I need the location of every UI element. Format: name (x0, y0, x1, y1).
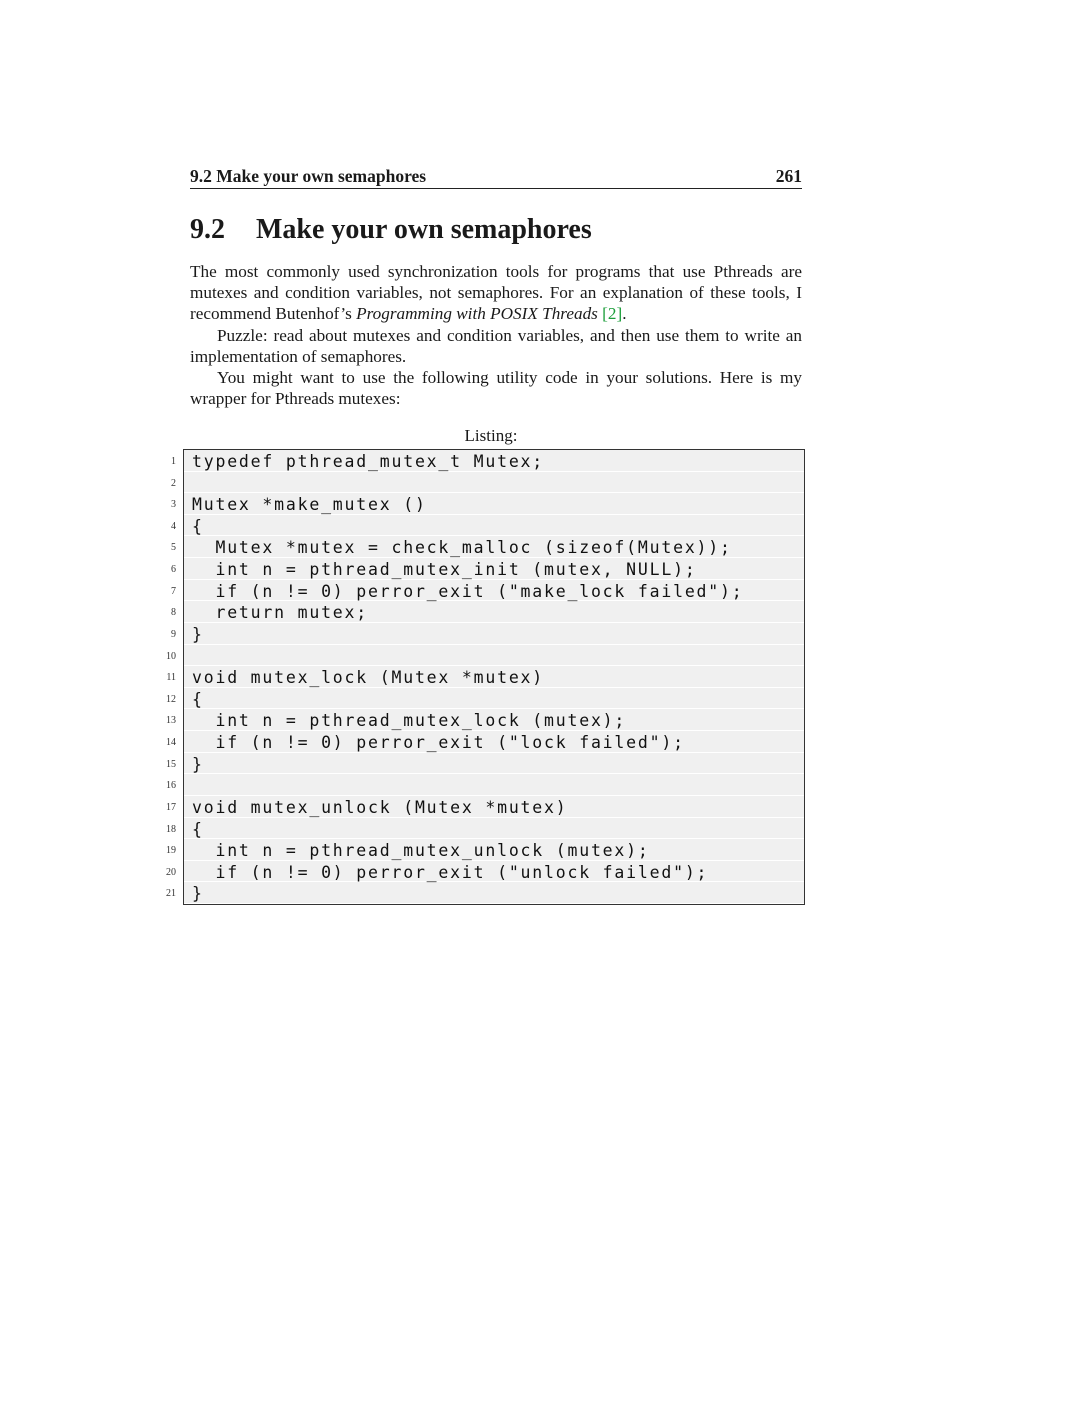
paragraph-3: You might want to use the following utility code in your solutions. Here is my wrapper for Pthreads mutexes: (190, 368, 802, 409)
code-text: if (n != 0) perror_exit ("unlock failed"); (192, 862, 709, 882)
line-number: 7 (171, 585, 176, 597)
line-number: 19 (166, 845, 176, 857)
line-number: 17 (166, 801, 176, 813)
section-title: Make your own semaphores (256, 214, 592, 245)
code-listing (166, 449, 805, 905)
paragraph-1 (190, 261, 802, 325)
code-line (166, 753, 804, 775)
line-number: 16 (166, 780, 176, 792)
code-line (166, 796, 804, 818)
code-text: } (192, 754, 204, 774)
code-line (171, 623, 804, 645)
paragraph-2: Puzzle: read about mutexes and condition variables, and then use them to write an implementation of semaphores. (190, 325, 802, 366)
code-line (171, 515, 804, 537)
code-line (171, 472, 804, 494)
line-number: 18 (166, 823, 176, 835)
paragraph-1-text: The most commonly used synchronization tools for programs that use Pthreads are mutexes and condition variables, not semaphores. For an explanation of these tools, I recommend Butenhof’s (190, 262, 802, 324)
line-number: 1 (171, 456, 176, 467)
code-line (166, 731, 804, 753)
line-number: 5 (171, 542, 176, 554)
line-number: 15 (166, 758, 176, 770)
code-line (166, 774, 804, 796)
line-number: 12 (166, 693, 176, 705)
line-number: 11 (166, 672, 176, 684)
code-text: { (192, 516, 204, 536)
line-number: 9 (171, 628, 176, 640)
line-number: 10 (166, 650, 176, 662)
code-text: typedef pthread_mutex_t Mutex; (192, 452, 545, 471)
code-line (171, 580, 804, 602)
running-head-title: 9.2 Make your own semaphores (190, 166, 427, 186)
code-text: } (192, 624, 204, 644)
code-text: if (n != 0) perror_exit ("lock failed"); (192, 733, 685, 753)
line-number: 21 (166, 888, 176, 900)
code-text: { (192, 819, 204, 839)
code-line (171, 601, 804, 623)
code-text: if (n != 0) perror_exit ("make_lock failed"); (192, 581, 744, 601)
page-number: 261 (775, 166, 802, 186)
line-number: 14 (166, 737, 176, 749)
body-text (190, 261, 802, 409)
code-line (166, 709, 804, 731)
code-text: int n = pthread_mutex_init (mutex, NULL); (192, 560, 697, 580)
code-line (166, 688, 804, 710)
code-text: { (192, 689, 204, 709)
code-line (171, 450, 804, 472)
line-number: 20 (166, 866, 176, 878)
code-line (166, 645, 804, 667)
line-number: 6 (171, 564, 176, 576)
code-line (166, 818, 804, 840)
citation-link[interactable]: [2] (602, 304, 623, 324)
line-number: 8 (171, 607, 176, 619)
code-line (166, 882, 804, 904)
code-line (171, 558, 804, 580)
section-heading (190, 210, 802, 250)
code-line (171, 493, 804, 515)
code-text: int n = pthread_mutex_unlock (mutex); (192, 841, 650, 861)
code-text: } (192, 884, 204, 904)
line-number: 4 (171, 520, 176, 532)
code-line (166, 861, 804, 883)
book-title: Programming with POSIX Threads (356, 304, 598, 324)
code-text: return mutex; (192, 603, 369, 623)
line-number: 2 (171, 477, 176, 489)
code-line (166, 666, 804, 688)
code-text: void mutex_lock (Mutex *mutex) (192, 668, 545, 688)
code-text: void mutex_unlock (Mutex *mutex) (192, 797, 568, 817)
listing-caption: Listing: (464, 426, 518, 445)
code-text: Mutex *mutex = check_malloc (sizeof(Mutex)); (192, 538, 732, 558)
code-line (171, 536, 804, 558)
code-text: Mutex *make_mutex () (192, 495, 427, 515)
paragraph-1-end: . (622, 304, 627, 324)
line-number: 13 (166, 715, 176, 727)
code-line (166, 839, 804, 861)
running-head (190, 164, 802, 189)
code-text: int n = pthread_mutex_lock (mutex); (192, 711, 627, 731)
section-number: 9.2 (190, 214, 225, 245)
line-number: 3 (171, 499, 176, 511)
